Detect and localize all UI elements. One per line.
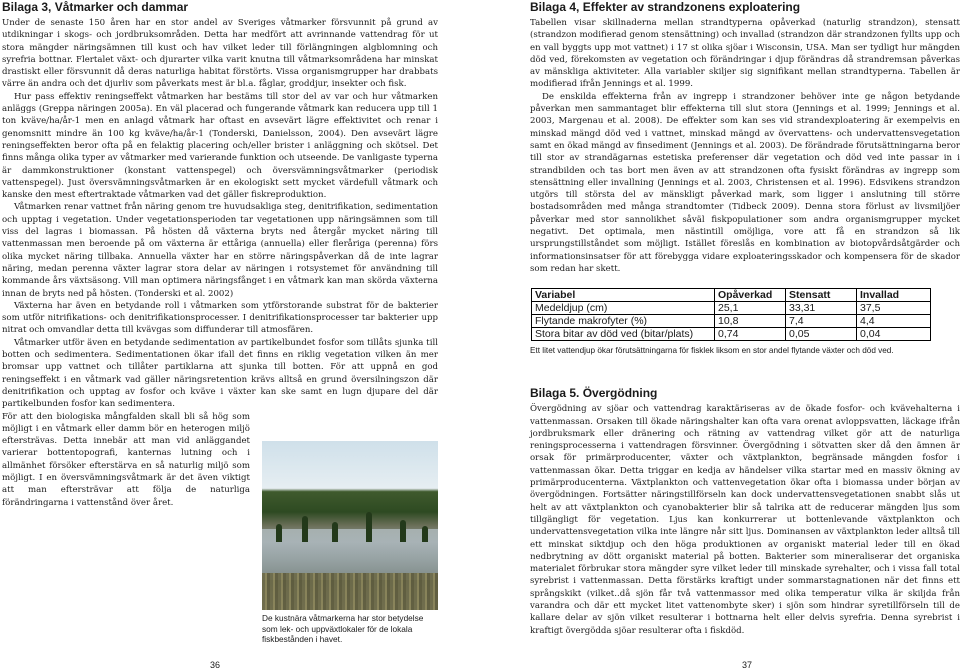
paragraph: De enskilda effekterna från av ingrepp i strandzoner behöver inte ge någon betydande påverkan men sammantaget blir effekterna till slut stora (Jennings et al. 1999; Jennings et al. 2003, Margenau et al. 2008). De effekter som kan ses vid strandexploatering är exempelvis en minskad mängd död ved i vattnet, minskad mängd av övervattens- och undervattensvegetation samt en ökad mängd av finsediment (Jennings et al. 2003). De förändrade förutsättningarna beror till stor av strandägarnas estetiska preferenser där vegetation och död ved inte passar in i strandbilden och tas bort men även av att strandzonen ofta fysiskt förändras av ingrepp som stensättning eller invallning (Jennings et al. 2003, Christensen et al. 1996). Edsvikens strandzon utgörs till största del av mänskligt påverkad mark, som ligger i anslutning till större bostadsområden med många strandtomter (Tidbeck 2009). Denna stora förlust av livsmiljöer påverkar med stor sannolikhet såväl fiskpopulationer som andra organismgrupper mycket negativt. Det optimala, men nästintill omöjliga, vore att få en strandzon så lik ursprungstillståndet som möjligt. Istället föreslås en kombination av biotopvårdsåtgärder och informationsinsatser för att förebygga vidare exploateringsskador och kompensera för de skador som redan har skett. (530, 91, 960, 274)
photo-tree (400, 520, 406, 542)
photo-tree (332, 522, 338, 542)
table-row (532, 328, 931, 341)
table-cell: Medeldjup (cm) (532, 302, 715, 315)
table-cell: 37,5 (857, 302, 931, 315)
table-cell: 0,05 (786, 328, 857, 341)
paragraph: Våtmarken renar vattnet från näring genom tre huvudsakliga steg, denitrifikation, sedimentation och upptag i vegetation. Under vegetationsperioden tar vegetationen upp näringsämnen som till viss del lagras i biomassan. På hösten då växterna bryts ned återgår mycket näring till vattenmassan men beroende på om växterna är ettåriga (annuella) eller fleråriga (perenna) förs olika mycket näring tillbaka. Annuella växter har en större näringspåverkan då de inte lagrar näring, medan perenna växter lagrar stora delar av näringen i rotsystemet för användning till kommande års växtsäsong. Vill man optimera näringsfånget i en våtmark kan man skörda växterna innan de bryts ned på hösten. (Tonderski et al. 2002) (2, 202, 438, 299)
photo-tree (302, 516, 308, 542)
table-cell: 10,8 (715, 315, 786, 328)
paragraph: För att den biologiska mångfalden skall bli så hög som möjligt i en våtmark eller damm bör en heterogen miljö eftersträvas. Detta innebär att man vid anläggandet varierar bottentopografi, kanternas lutning och i allmänhet försöker efterstärva en så naturlig miljö som möjligt. I en översvämningsvåtmark är det även viktigt att man eftersträvar att följa de naturliga förändringarna i vattenstånd över året. (2, 411, 250, 508)
paragraph: Övergödning av sjöar och vattendrag karaktäriseras av de ökade fosfor- och kvävehalterna i vattenmassan. Orsaken till ökade näringshalter kan ofta vara orenat avloppsvatten, läckage ifrån jordbruksmark eller dränering och rätning av vattendrag vilket gör att de naturliga reningsprocesserna i vattendragen försvinner. Övergödning i sötvatten sker då den ämnen är orsak för primärproducenter, växter och växtplankton, begränsade mängden fosfor i vattenmassan ökar. Detta triggar en kedja av händelser vilka startar med en massiv ökning av primärproducenterna. Växtplankton och vattenvegetation ökar ofta i biomassa under början av övergödningen. Fortsätter näringstillförseln kan dock undervattensvegetationen snabbt slås ut helt av att växtplankton och cyanobakterier blir så talrika att de reducerar mängden ljus som tillgängligt för vegetation. Ljus kan konkurrerar ut bottenlevande växtplankton och undervattensvegetation vilka inte längre når sitt ljus. Dominansen av växtplankton leder alltså till ett minskat siktdjup och den höga produktionen av organiskt material leder till en ökad nedbrytning av dött organiskt material på botten. Bakterier som mineraliserar det organiska materialet förbrukar stora mängder syre vilket leder till minskade syrehalter, och i vissa fall total syrebrist i vattenmassan. Detta förstärks kraftigt under sommarstagnationen när det finns ett språngskikt (vilket..då sjön får två vattenmassor med olika temperatur vilka är skiljda från varandra och där ett mycket litet vattenombyte sker) i sjön som hindrar syretillförseln till de kallare delar av sjön vilket resulterar i bottnarna helt eller delvis syrefria. Denna syrebrist i kraftigt övergödda sjöar resulterar ofta i fiskdöd. (530, 404, 960, 636)
table-row (532, 302, 931, 315)
section-title-bilaga-4: Bilaga 4, Effekter av strandzonens exploatering (530, 0, 801, 14)
paragraph: Tabellen visar skillnaderna mellan strandtyperna opåverkad (naturlig strandzon), stensatt (strandzon modifierad genom stensättning) och invallad (strandzon där strandzonen fyllts upp och en vall byggts upp mot vattnet) i 17 st olika sjöar i Wisconsin, USA. Man ser tydligt hur mängden död ved, förekomsten av vegetation och förändringar i djup förändras då strandremsan påverkas av mänskliga aktiviteter. Alla variabler skiljer sig signifikant mellan strandtyperna. Tabellen är modifierad ifrån Jennings et al. 1999. (530, 18, 960, 90)
table-header-cell: Invallad (857, 289, 931, 302)
paragraph: Växterna har även en betydande roll i våtmarken som ytförstorande substrat för de bakterier som utför nitrifikations- och denitrifikationsprocesser. I denitrifikationsprocesser tar bakterier upp nitrat och omvandlar detta till kvävgas som diffunderar till atmosfären. (2, 300, 438, 336)
left-column (2, 0, 438, 509)
table-cell: 0,04 (857, 328, 931, 341)
table-cell: 7,4 (786, 315, 857, 328)
table-cell: Stora bitar av död ved (bitar/plats) (532, 328, 715, 341)
photo-caption: De kustnära våtmarkerna har stor betydelse som lek- och uppväxtlokaler för de lokala fiskbestånden i havet. (262, 613, 424, 645)
section-title-bilaga-5: Bilaga 5. Övergödning (530, 386, 658, 401)
photo-grass (262, 573, 438, 610)
table-row (532, 315, 931, 328)
page-number: 36 (210, 660, 221, 670)
page-number: 37 (742, 660, 753, 670)
paragraph: Hur pass effektiv reningseffekt våtmarken har bestäms till stor del av var och hur våtmarken anläggs (Greppa näringen 2005a). En väl placerad och fungerande våtmark kan reducera upp till 1 ton kväve/ha/år-1 men en anlagd våtmark har oftast en avsevärt lägre effektivitet och renar i genomsnitt mindre än 100 kg kväve/ha/år-1 (Tonderski, Danielsson, 2004). Den avsevärt lägre reningseffekten beror ofta på en felaktig placering och/eller brister i anläggning och skötsel. Det finns många olika typer av våtmarker med varierande funktion och utseende. De vanligaste typerna är dammkonstruktioner (konstant vattenspegel) och översvämningsvåtmarker (periodisk vattenspegel). Just översvämningsvåtmarken är en ekologiskt sett mycket värdefull våtmark och kanske den mest eftertraktade våtmarken vad det gäller fiskreproduktion. (2, 91, 438, 201)
table-header-cell: Opåverkad (715, 289, 786, 302)
right-column (530, 0, 960, 637)
table-cell: 33,31 (786, 302, 857, 315)
table-cell: Flytande makrofyter (%) (532, 315, 715, 328)
table-header-cell: Variabel (532, 289, 715, 302)
photo-tree (422, 526, 428, 542)
table-cell: 0,74 (715, 328, 786, 341)
paragraph: Under de senaste 150 åren har en stor andel av Sveriges våtmarker försvunnit på grund av utdikningar i skogs- och jordbruksområden. Detta har medfört att avrinnande vattendrag för ut stora mängder näringsämnen till kust och hav vilket leder till förlängningen algblomning och syrefria bottnar. Flertalet växt- och djurarter vilka varit knutna till våtmarksområdena har minskat drastiskt eller försvunnit då deras naturliga habitat förstörts. Vissa organismgrupper har drabbats värre än andra och det djurliv som påverkats mest är bl.a. fåglar, groddjur, insekter och fisk. (2, 18, 438, 90)
table-header-row (532, 289, 931, 302)
right-page (490, 0, 960, 671)
paragraph: Våtmarker utför även en betydande sedimentation av partikelbundet fosfor som tillåts sjunka till botten och sedimentera. Sedimentationen ökar ifall det finns en riklig vegetation vilken än mer bromsar upp vattnet och tillåter partiklarna att sjunka till botten. För att uppnå en god reningseffekt i en våtmark vad gäller näringsretention krävs alltså en grund översilningszon där denitrifikation och upptag av fosfor och kväve i växter kan ske samt en lugn djupare del där partikelbunden fosfor kan sedimentera. (2, 337, 438, 410)
left-page (0, 0, 470, 671)
table-caption: Ett litet vattendjup ökar förutsättningarna för fisklek liksom en stor andel flytande växter och död ved. (530, 346, 894, 356)
photo-tree (366, 512, 372, 542)
photo-tree (276, 524, 282, 542)
table-cell: 25,1 (715, 302, 786, 315)
wetland-photo (262, 441, 438, 610)
section-title-bilaga-3: Bilaga 3, Våtmarker och dammar (2, 0, 189, 14)
shore-effects-table (531, 288, 931, 341)
table-cell: 4,4 (857, 315, 931, 328)
table-header-cell: Stensatt (786, 289, 857, 302)
